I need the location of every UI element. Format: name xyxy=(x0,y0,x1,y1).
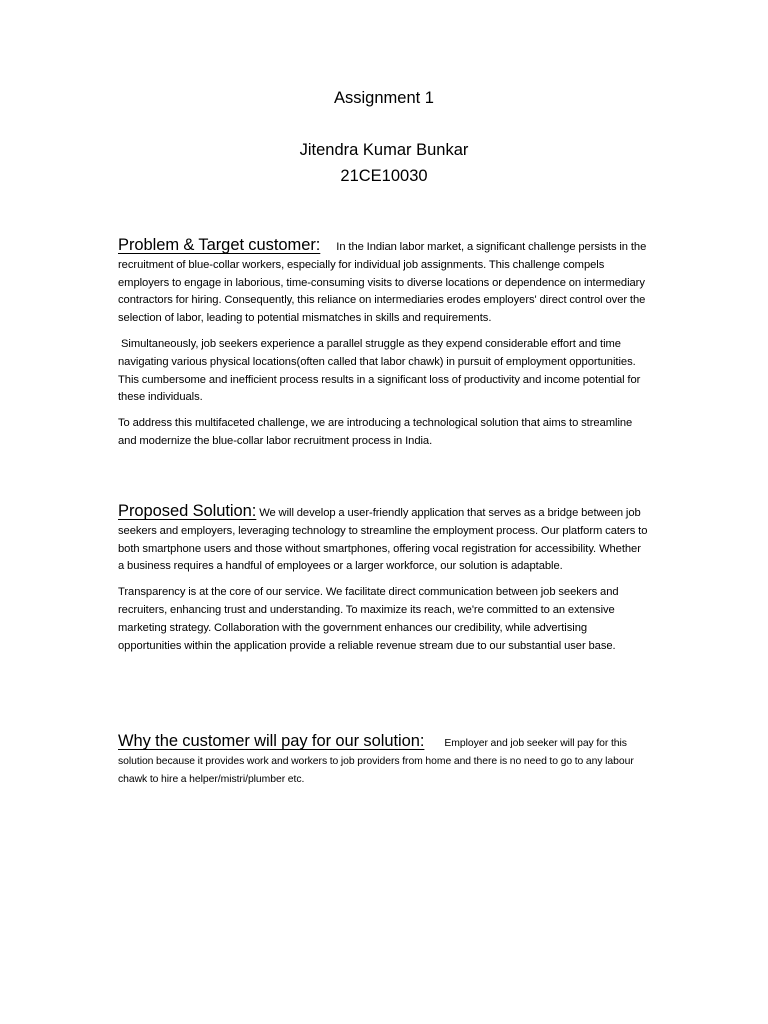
problem-paragraph-2: Simultaneously, job seekers experience a parallel struggle as they expend considerable effort and time navigating various physical locations(often called that labor chawk) in pursuit of employment opportunities. This cumbersome and inefficient process results in a significant loss of productivity and income potential for these individuals. xyxy=(118,337,641,404)
solution-heading: Proposed Solution: xyxy=(118,502,257,520)
solution-paragraph-2: Transparency is at the core of our service. We facilitate direct communication between job seekers and recruiters, enhancing trust and understanding. To maximize its reach, we're committed to an extensive marketing strategy. Collaboration with the government enhances our credibility, while advertising opportunities within the application provide a reliable revenue stream due to our substantial user base. xyxy=(118,586,619,652)
problem-paragraph-1 xyxy=(118,237,648,328)
assignment-title: Assignment 1 xyxy=(334,89,434,107)
problem-paragraph-3: To address this multifaceted challenge, we are introducing a technological solution that aims to streamline and modernize the blue-collar labor recruitment process in India. xyxy=(118,417,633,447)
solution-text-1: We will develop a user-friendly application that serves as a bridge between job seekers and employers, leveraging technology to streamline the employment process. Our platform caters to both smartphone users and those without smartphones, offering vocal registration for accessibility. Whether a business requires a handful of employees or a larger workforce, our solution is adaptable. xyxy=(118,507,648,573)
author-name: Jitendra Kumar Bunkar xyxy=(299,141,469,159)
problem-section xyxy=(118,237,648,459)
problem-heading: Problem & Target customer: xyxy=(118,236,321,254)
why-pay-paragraph xyxy=(118,733,648,788)
solution-paragraph-1 xyxy=(118,503,648,576)
why-pay-section xyxy=(118,733,648,796)
solution-section xyxy=(118,503,648,663)
why-pay-heading: Why the customer will pay for our solution: xyxy=(118,732,425,750)
why-pay-text: Employer and job seeker will pay for this solution because it provides work and workers to job providers from home and there is no need to go to any labour chawk to hire a helper/mistri/plumber etc. xyxy=(118,738,634,785)
roll-number: 21CE10030 xyxy=(340,167,428,185)
problem-text-1: In the Indian labor market, a significant challenge persists in the recruitment of blue-collar workers, especially for individual job assignments. This challenge compels employers to engage in laborious, time-consuming visits to diverse locations or dependence on intermediary contractors for hiring. Consequently, this reliance on intermediaries erodes employers' direct control over the selection of labor, leading to potential mismatches in skills and requirements. xyxy=(118,241,647,325)
